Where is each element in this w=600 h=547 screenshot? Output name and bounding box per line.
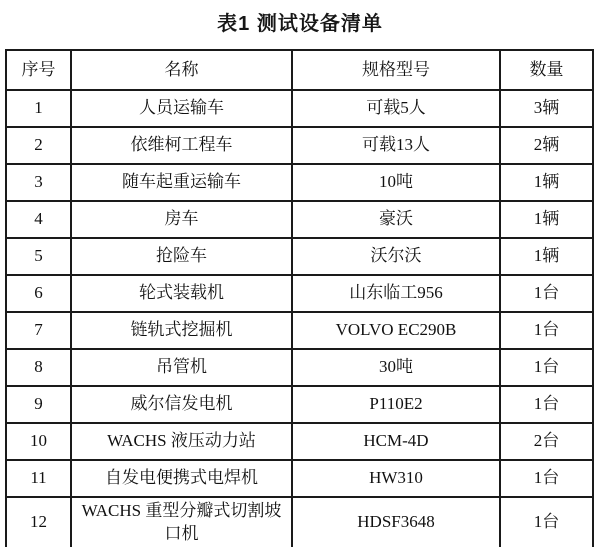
table-row — [6, 127, 593, 164]
header-cell-spec: 规格型号 — [292, 50, 500, 90]
cell-name: 吊管机 — [71, 349, 292, 386]
table-row — [6, 497, 593, 547]
equipment-table — [5, 49, 594, 547]
cell-name: 依维柯工程车 — [71, 127, 292, 164]
cell-spec: 山东临工956 — [292, 275, 500, 312]
cell-qty: 1辆 — [500, 238, 593, 275]
table-row — [6, 164, 593, 201]
cell-no: 5 — [6, 238, 71, 275]
cell-qty: 1辆 — [500, 201, 593, 238]
cell-no: 11 — [6, 460, 71, 497]
header-cell-qty: 数量 — [500, 50, 593, 90]
cell-qty: 1台 — [500, 312, 593, 349]
cell-name: 轮式装载机 — [71, 275, 292, 312]
cell-name: 人员运输车 — [71, 90, 292, 127]
header-cell-name: 名称 — [71, 50, 292, 90]
cell-no: 12 — [6, 497, 71, 547]
cell-qty: 3辆 — [500, 90, 593, 127]
table-row — [6, 423, 593, 460]
cell-no: 10 — [6, 423, 71, 460]
table-row — [6, 90, 593, 127]
cell-no: 8 — [6, 349, 71, 386]
cell-spec: 可载5人 — [292, 90, 500, 127]
cell-no: 7 — [6, 312, 71, 349]
cell-spec: HCM-4D — [292, 423, 500, 460]
cell-name: 链轨式挖掘机 — [71, 312, 292, 349]
cell-name: 自发电便携式电焊机 — [71, 460, 292, 497]
cell-no: 9 — [6, 386, 71, 423]
cell-no: 2 — [6, 127, 71, 164]
table-row — [6, 460, 593, 497]
table-row — [6, 349, 593, 386]
cell-qty: 1台 — [500, 497, 593, 547]
table-row — [6, 238, 593, 275]
cell-spec: 30吨 — [292, 349, 500, 386]
cell-no: 3 — [6, 164, 71, 201]
cell-qty: 1台 — [500, 460, 593, 497]
cell-name: 威尔信发电机 — [71, 386, 292, 423]
cell-spec: 沃尔沃 — [292, 238, 500, 275]
cell-spec: P110E2 — [292, 386, 500, 423]
table-row — [6, 312, 593, 349]
cell-spec: HW310 — [292, 460, 500, 497]
cell-name: 房车 — [71, 201, 292, 238]
cell-qty: 1台 — [500, 275, 593, 312]
cell-qty: 2台 — [500, 423, 593, 460]
cell-qty: 2辆 — [500, 127, 593, 164]
cell-name: 随车起重运输车 — [71, 164, 292, 201]
cell-name: WACHS 液压动力站 — [71, 423, 292, 460]
cell-qty: 1台 — [500, 349, 593, 386]
cell-no: 6 — [6, 275, 71, 312]
header-cell-no: 序号 — [6, 50, 71, 90]
header-row — [6, 50, 593, 90]
table-row — [6, 386, 593, 423]
cell-spec: HDSF3648 — [292, 497, 500, 547]
cell-spec: 豪沃 — [292, 201, 500, 238]
cell-qty: 1辆 — [500, 164, 593, 201]
table-row — [6, 201, 593, 238]
cell-spec: VOLVO EC290B — [292, 312, 500, 349]
cell-no: 1 — [6, 90, 71, 127]
table-title: 表1 测试设备清单 — [217, 13, 383, 35]
cell-name: WACHS 重型分瓣式切割坡口机 — [71, 497, 292, 547]
table-row — [6, 275, 593, 312]
cell-spec: 10吨 — [292, 164, 500, 201]
cell-name: 抢险车 — [71, 238, 292, 275]
cell-no: 4 — [6, 201, 71, 238]
cell-spec: 可载13人 — [292, 127, 500, 164]
cell-qty: 1台 — [500, 386, 593, 423]
